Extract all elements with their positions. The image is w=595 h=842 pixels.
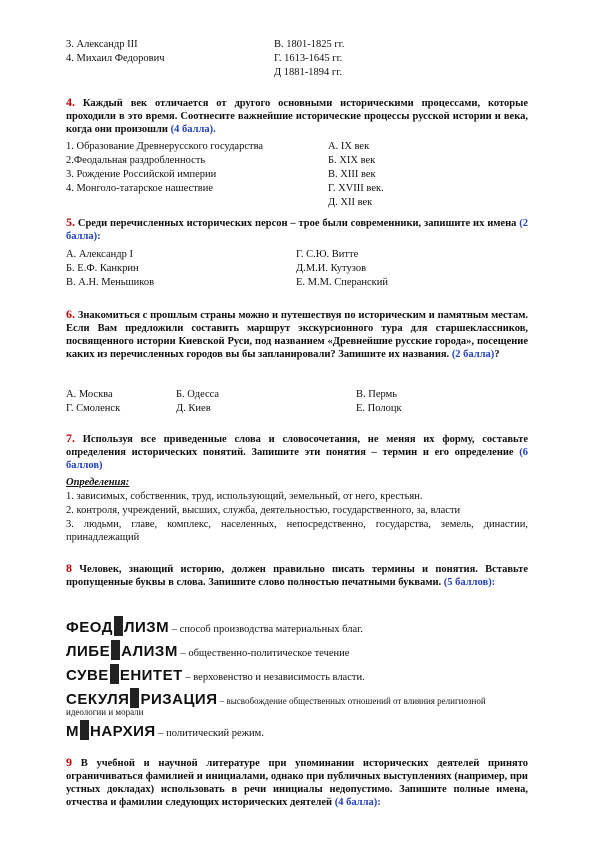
points-badge: (2 балла) xyxy=(451,349,495,360)
question-number: 5. xyxy=(66,215,75,229)
term-part: РИЗАЦИЯ xyxy=(140,691,218,708)
definition-item: 2. контроля, учреждений, высших, служба, деятельностью, государственного, за, власти xyxy=(66,505,461,516)
list-item: 1. Образование Древнерусского государства xyxy=(66,141,264,152)
missing-letter-slot[interactable] xyxy=(111,640,120,660)
missing-letter-slot[interactable] xyxy=(130,688,139,708)
term-part: СЕКУЛЯ xyxy=(66,691,130,708)
term-definition-continued: идеологии и морали xyxy=(66,707,144,717)
list-item: Г. XVIII век. xyxy=(328,183,384,194)
term-part: ЛИЗМ xyxy=(123,619,170,636)
points-badge: (4 балла). xyxy=(170,124,216,135)
question-number: 9 xyxy=(66,755,72,769)
term-part: М xyxy=(66,723,79,740)
question-5 xyxy=(66,216,528,243)
question-number: 6. xyxy=(66,307,75,321)
list-item: В. XIII век xyxy=(328,169,376,180)
term-part: ФЕОД xyxy=(66,619,113,636)
list-item: 3. Рождение Российской империи xyxy=(66,169,217,180)
definition-item: 1. зависимых, собственник, труд, использующий, земельный, от него, крестьян. xyxy=(66,491,423,502)
list-item: 4. Михаил Федорович xyxy=(66,53,165,64)
list-item: В. Пермь xyxy=(356,389,398,400)
list-item: Д. XII век xyxy=(328,197,373,208)
list-item: В. 1801-1825 гг. xyxy=(274,39,345,50)
list-item: Б. Е.Ф. Канкрин xyxy=(66,263,139,274)
question-text: Каждый век отличается от другого основными историческими процессами, которые проходили в это время. Соотнесите важнейшие исторические процессы русской истории и века, когда они произошли xyxy=(66,98,528,135)
list-item: Б. XIX век xyxy=(328,155,376,166)
list-item: Д. Киев xyxy=(176,403,211,414)
term-part: НАРХИЯ xyxy=(90,723,156,740)
question-6: 6. Знакомиться с прошлым страны можно и путешествуя по историческим и памятным местам. Если Вам предложили составить маршрут экскурсионного тура для старшеклассников, посвященного истории Киевской Руси, под названием «Древнейшие русские города», посещение каких из перечисленных городов вы бы запланировали? Запишите их названия. (2 балла)? xyxy=(66,307,528,360)
list-item: А. IX век xyxy=(328,141,370,152)
term-part: ЕНИТЕТ xyxy=(119,667,183,684)
points-badge: (4 балла): xyxy=(334,797,381,808)
missing-letter-slot[interactable] xyxy=(80,720,89,740)
list-item: Г. С.Ю. Витте xyxy=(296,249,359,260)
points-badge: (6 баллов) xyxy=(66,447,528,471)
list-item: Е. Полоцк xyxy=(356,403,402,414)
list-item: А. Москва xyxy=(66,389,113,400)
question-text: Человек, знающий историю, должен правильно писать термины и понятия. Вставьте пропущенные буквы в слова. Запишите слово полностью печатными буквами. xyxy=(66,564,528,588)
term-row xyxy=(66,616,363,636)
question-number: 4. xyxy=(66,95,75,109)
question-text: Знакомиться с прошлым страны можно и путешествуя по историческим и памятным местам. Если Вам предложили составить маршрут экскурсионного тура для старшеклассников, посвященного истории Киевской Руси, под названием «Древнейшие русские города», посещение каких из перечисленных городов вы бы запланировали? Запишите их названия. xyxy=(66,310,528,360)
term-definition: – высвобождение общественных отношений от влияния религиозной xyxy=(217,696,486,706)
term-definition: – способ производства материальных благ. xyxy=(169,624,363,635)
list-item: Д 1881-1894 гг. xyxy=(274,67,342,78)
definition-item: 3. людьми, главе, комплекс, населенных, непосредственно, государства, земель, династии, принадлежащий xyxy=(66,519,528,543)
term-definition: – верховенство и независимость власти. xyxy=(182,672,365,683)
list-item: В. А.Н. Меньшиков xyxy=(66,277,155,288)
term-definition: – общественно-политическое течение xyxy=(177,648,350,659)
list-item: Д.М.И. Кутузов xyxy=(296,263,367,274)
missing-letter-slot[interactable] xyxy=(110,664,119,684)
term-row xyxy=(66,688,486,708)
list-item: Е. М.М. Сперанский xyxy=(296,277,389,288)
list-item: Б. Одесса xyxy=(176,389,220,400)
list-item: А. Александр I xyxy=(66,249,133,260)
list-item: 3. Александр III xyxy=(66,39,138,50)
question-7 xyxy=(66,432,528,472)
term-row xyxy=(66,664,365,684)
question-text: Используя все приведенные слова и словосочетания, не меняя их форму, составьте определения исторических понятий. Запишите эти понятия – термин и его определение xyxy=(66,434,528,458)
question-9 xyxy=(66,756,528,809)
term-definition: – политический режим. xyxy=(155,728,264,739)
question-text: Среди перечисленных исторических персон – трое были современники, запишите их имена xyxy=(75,218,520,229)
list-item: Г. Смоленск xyxy=(66,403,121,414)
question-4 xyxy=(66,96,528,136)
definitions-heading: Определения: xyxy=(66,477,130,488)
list-item: 4. Монголо-татарское нашествие xyxy=(66,183,213,194)
term-row xyxy=(66,640,349,660)
points-badge: (2 балла): xyxy=(66,218,528,242)
question-number: 8 xyxy=(66,561,72,575)
term-part: ЛИБЕ xyxy=(66,643,111,660)
points-badge: (5 баллов): xyxy=(443,577,496,588)
term-part: АЛИЗМ xyxy=(121,643,178,660)
missing-letter-slot[interactable] xyxy=(114,616,123,636)
term-part: СУВЕ xyxy=(66,667,109,684)
question-number: 7. xyxy=(66,431,75,445)
list-item: Г. 1613-1645 гг. xyxy=(274,53,343,64)
question-text: В учебной и научной литературе при упоминании исторических деятелей принято ограничиваться фамилией и инициалами, однако при публичных выступлениях (например, при устных докладах) использовать в речи инициалы недопустимо. Запишите полные имена, отчества и фамилии следующих исторических деятелей xyxy=(66,758,528,808)
list-item: 2.Феодальная раздробленность xyxy=(66,155,206,166)
question-8 xyxy=(66,562,528,589)
term-row xyxy=(66,720,264,740)
